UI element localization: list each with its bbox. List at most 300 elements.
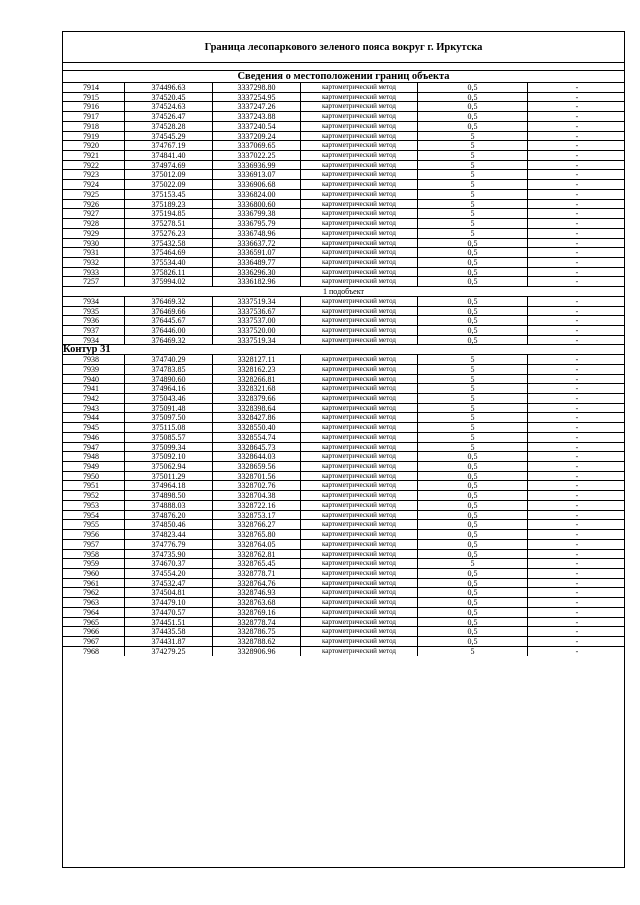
method-cell: картометрический метод xyxy=(301,190,418,199)
method-cell: картометрический метод xyxy=(301,365,418,374)
method-cell: картометрический метод xyxy=(301,297,418,306)
accuracy-cell: 0,5 xyxy=(418,307,528,316)
method-cell: картометрический метод xyxy=(301,394,418,403)
note-cell: - xyxy=(575,92,579,102)
accuracy-cell: 5 xyxy=(418,161,528,170)
blank-row xyxy=(63,63,624,71)
x-coordinate-cell: 374740.29 xyxy=(125,355,213,364)
accuracy-cell: 5 xyxy=(418,209,528,218)
accuracy-cell: 0,5 xyxy=(418,462,528,471)
accuracy-cell: 0,5 xyxy=(418,608,528,617)
accuracy-cell: 0,5 xyxy=(418,102,528,111)
y-coordinate-cell: 3336182.96 xyxy=(213,277,301,286)
method-cell: картометрический метод xyxy=(301,83,418,92)
x-coordinate-cell: 375012.09 xyxy=(125,170,213,179)
note-cell: - xyxy=(575,530,579,539)
note-cell: - xyxy=(575,442,579,452)
note-cell: - xyxy=(575,413,579,423)
x-coordinate-cell: 376469.32 xyxy=(125,297,213,306)
table-row xyxy=(63,83,624,93)
table-row xyxy=(63,443,624,453)
y-coordinate-cell: 3328769.16 xyxy=(213,608,301,617)
point-number-cell: 7914 xyxy=(63,83,125,92)
y-coordinate-cell: 3337298.80 xyxy=(213,83,301,92)
table-row xyxy=(63,209,624,219)
table-row xyxy=(63,579,624,589)
point-number-cell: 7924 xyxy=(63,180,125,189)
method-cell: картометрический метод xyxy=(301,618,418,627)
table-row xyxy=(63,365,624,375)
accuracy-cell: 5 xyxy=(418,170,528,179)
method-cell: картометрический метод xyxy=(301,132,418,141)
point-number-cell: 7950 xyxy=(63,472,125,481)
method-cell: картометрический метод xyxy=(301,540,418,549)
x-coordinate-cell: 375276.23 xyxy=(125,229,213,238)
y-coordinate-cell: 3328786.75 xyxy=(213,627,301,636)
x-coordinate-cell: 376469.66 xyxy=(125,307,213,316)
note-cell: - xyxy=(575,481,579,491)
point-number-cell: 7926 xyxy=(63,200,125,209)
point-number-cell: 7965 xyxy=(63,618,125,627)
note-cell: - xyxy=(575,219,579,228)
x-coordinate-cell: 375099.34 xyxy=(125,443,213,452)
x-coordinate-cell: 374888.03 xyxy=(125,501,213,510)
method-cell: картометрический метод xyxy=(301,443,418,452)
x-coordinate-cell: 374554.20 xyxy=(125,569,213,578)
note-cell: - xyxy=(575,384,579,393)
point-number-cell: 7954 xyxy=(63,511,125,520)
method-cell: картометрический метод xyxy=(301,355,418,364)
method-cell: картометрический метод xyxy=(301,229,418,238)
accuracy-cell: 5 xyxy=(418,200,528,209)
point-number-cell: 7936 xyxy=(63,316,125,325)
point-number-cell: 7968 xyxy=(63,647,125,657)
x-coordinate-cell: 374520.45 xyxy=(125,93,213,102)
x-coordinate-cell: 374776.79 xyxy=(125,540,213,549)
point-number-cell: 7937 xyxy=(63,326,125,335)
note-cell: - xyxy=(575,151,579,160)
note-cell: - xyxy=(575,121,579,131)
point-number-cell: 7939 xyxy=(63,365,125,374)
point-number-cell: 7957 xyxy=(63,540,125,549)
accuracy-cell: 0,5 xyxy=(418,258,528,267)
y-coordinate-cell: 3336795.79 xyxy=(213,219,301,228)
method-cell: картометрический метод xyxy=(301,413,418,422)
method-cell: картометрический метод xyxy=(301,462,418,471)
method-cell: картометрический метод xyxy=(301,170,418,179)
accuracy-cell: 5 xyxy=(418,559,528,568)
method-cell: картометрический метод xyxy=(301,161,418,170)
point-number-cell: 7945 xyxy=(63,423,125,432)
method-cell: картометрический метод xyxy=(301,316,418,325)
accuracy-cell: 5 xyxy=(418,413,528,422)
y-coordinate-cell: 3337240.54 xyxy=(213,122,301,131)
accuracy-cell: 0,5 xyxy=(418,122,528,131)
table-row xyxy=(63,93,624,103)
accuracy-cell: 5 xyxy=(418,151,528,160)
x-coordinate-cell: 375097.50 xyxy=(125,413,213,422)
x-coordinate-cell: 374532.47 xyxy=(125,579,213,588)
accuracy-cell: 0,5 xyxy=(418,452,528,461)
note-cell: - xyxy=(575,335,579,345)
accuracy-cell: 0,5 xyxy=(418,579,528,588)
accuracy-cell: 5 xyxy=(418,443,528,452)
table-row xyxy=(63,132,624,142)
table-row xyxy=(63,452,624,462)
method-cell: картометрический метод xyxy=(301,248,418,257)
subobject-label: 1 подобъект xyxy=(323,287,364,297)
y-coordinate-cell: 3328644.03 xyxy=(213,452,301,461)
point-number-cell: 7919 xyxy=(63,132,125,141)
point-number-cell: 7956 xyxy=(63,530,125,539)
method-cell: картометрический метод xyxy=(301,209,418,218)
x-coordinate-cell: 375194.85 xyxy=(125,209,213,218)
note-cell: - xyxy=(575,646,579,656)
table-row xyxy=(63,394,624,404)
table-row xyxy=(63,219,624,229)
point-number-cell: 7935 xyxy=(63,307,125,316)
x-coordinate-cell: 375432.58 xyxy=(125,239,213,248)
accuracy-cell: 5 xyxy=(418,141,528,150)
table-row xyxy=(63,647,624,657)
y-coordinate-cell: 3328266.81 xyxy=(213,375,301,384)
table-row xyxy=(63,472,624,482)
accuracy-cell: 5 xyxy=(418,180,528,189)
point-number-cell: 7967 xyxy=(63,637,125,646)
note-cell: - xyxy=(575,306,579,316)
table-row xyxy=(63,151,624,161)
table-row xyxy=(63,404,624,414)
y-coordinate-cell: 3328427.86 xyxy=(213,413,301,422)
table-row xyxy=(63,481,624,491)
y-coordinate-cell: 3337537.00 xyxy=(213,316,301,325)
y-coordinate-cell: 3328762.81 xyxy=(213,550,301,559)
point-number-cell: 7934 xyxy=(63,336,125,345)
y-coordinate-cell: 3328906.96 xyxy=(213,647,301,657)
accuracy-cell: 0,5 xyxy=(418,277,528,286)
table-row xyxy=(63,141,624,151)
point-number-cell: 7938 xyxy=(63,355,125,364)
method-cell: картометрический метод xyxy=(301,307,418,316)
table-row xyxy=(63,190,624,200)
accuracy-cell: 0,5 xyxy=(418,316,528,325)
accuracy-cell: 0,5 xyxy=(418,83,528,92)
method-cell: картометрический метод xyxy=(301,404,418,413)
y-coordinate-cell: 3336296.30 xyxy=(213,268,301,277)
point-number-cell: 7916 xyxy=(63,102,125,111)
y-coordinate-cell: 3337243.88 xyxy=(213,112,301,121)
x-coordinate-cell: 374524.63 xyxy=(125,102,213,111)
x-coordinate-cell: 374528.28 xyxy=(125,122,213,131)
table-row xyxy=(63,384,624,394)
table-row xyxy=(63,433,624,443)
y-coordinate-cell: 3328778.74 xyxy=(213,618,301,627)
note-cell: - xyxy=(575,102,579,112)
point-number-cell: 7923 xyxy=(63,170,125,179)
y-coordinate-cell: 3328765.45 xyxy=(213,559,301,568)
method-cell: картометрический метод xyxy=(301,491,418,500)
point-number-cell: 7962 xyxy=(63,588,125,597)
accuracy-cell: 0,5 xyxy=(418,637,528,646)
table-row xyxy=(63,637,624,647)
note-cell: - xyxy=(575,267,579,277)
method-cell: картометрический метод xyxy=(301,180,418,189)
table-row xyxy=(63,530,624,540)
table-row xyxy=(63,569,624,579)
point-number-cell: 7925 xyxy=(63,190,125,199)
x-coordinate-cell: 374496.63 xyxy=(125,83,213,92)
point-number-cell: 7955 xyxy=(63,520,125,529)
method-cell: картометрический метод xyxy=(301,336,418,345)
table-row xyxy=(63,491,624,501)
y-coordinate-cell: 3328127.11 xyxy=(213,355,301,364)
table-row xyxy=(63,170,624,180)
method-cell: картометрический метод xyxy=(301,530,418,539)
accuracy-cell: 0,5 xyxy=(418,268,528,277)
x-coordinate-cell: 374451.51 xyxy=(125,618,213,627)
table-row xyxy=(63,229,624,239)
y-coordinate-cell: 3336800.60 xyxy=(213,200,301,209)
y-coordinate-cell: 3328702.76 xyxy=(213,481,301,490)
method-cell: картометрический метод xyxy=(301,141,418,150)
x-coordinate-cell: 375189.23 xyxy=(125,200,213,209)
table-row xyxy=(63,268,624,278)
method-cell: картометрический метод xyxy=(301,326,418,335)
y-coordinate-cell: 3328645.73 xyxy=(213,443,301,452)
x-coordinate-cell: 374670.37 xyxy=(125,559,213,568)
y-coordinate-cell: 3336748.96 xyxy=(213,229,301,238)
y-coordinate-cell: 3336936.99 xyxy=(213,161,301,170)
y-coordinate-cell: 3336799.38 xyxy=(213,209,301,218)
x-coordinate-cell: 374735.90 xyxy=(125,550,213,559)
accuracy-cell: 5 xyxy=(418,229,528,238)
accuracy-cell: 0,5 xyxy=(418,627,528,636)
y-coordinate-cell: 3328550.40 xyxy=(213,423,301,432)
note-cell: - xyxy=(575,568,579,578)
table-row xyxy=(63,248,624,258)
y-coordinate-cell: 3336591.07 xyxy=(213,248,301,257)
note-cell: - xyxy=(575,636,579,646)
note-cell: - xyxy=(575,325,579,335)
x-coordinate-cell: 375464.69 xyxy=(125,248,213,257)
y-coordinate-cell: 3337520.00 xyxy=(213,326,301,335)
y-coordinate-cell: 3328764.76 xyxy=(213,579,301,588)
method-cell: картометрический метод xyxy=(301,472,418,481)
table-row xyxy=(63,326,624,336)
point-number-cell: 7927 xyxy=(63,209,125,218)
point-number-cell: 7949 xyxy=(63,462,125,471)
y-coordinate-cell: 3328398.64 xyxy=(213,404,301,413)
y-coordinate-cell: 3328379.66 xyxy=(213,394,301,403)
method-cell: картометрический метод xyxy=(301,481,418,490)
y-coordinate-cell: 3337519.34 xyxy=(213,297,301,306)
note-cell: - xyxy=(575,316,579,325)
x-coordinate-cell: 375994.02 xyxy=(125,277,213,286)
note-cell: - xyxy=(575,500,579,510)
accuracy-cell: 0,5 xyxy=(418,481,528,490)
table-row xyxy=(63,277,624,287)
method-cell: картометрический метод xyxy=(301,151,418,160)
x-coordinate-cell: 375085.57 xyxy=(125,433,213,442)
table-row xyxy=(63,608,624,618)
method-cell: картометрический метод xyxy=(301,122,418,131)
method-cell: картометрический метод xyxy=(301,433,418,442)
note-cell: - xyxy=(575,462,579,471)
table-row xyxy=(63,180,624,190)
point-number-cell: 7942 xyxy=(63,394,125,403)
x-coordinate-cell: 375011.29 xyxy=(125,472,213,481)
x-coordinate-cell: 374841.40 xyxy=(125,151,213,160)
point-number-cell: 7917 xyxy=(63,112,125,121)
point-number-cell: 7948 xyxy=(63,452,125,461)
y-coordinate-cell: 3328704.38 xyxy=(213,491,301,500)
y-coordinate-cell: 3337069.65 xyxy=(213,141,301,150)
x-coordinate-cell: 374974.69 xyxy=(125,161,213,170)
method-cell: картометрический метод xyxy=(301,559,418,568)
y-coordinate-cell: 3336489.77 xyxy=(213,258,301,267)
table-row xyxy=(63,336,624,346)
note-cell: - xyxy=(575,617,579,627)
table-row xyxy=(63,588,624,598)
method-cell: картометрический метод xyxy=(301,268,418,277)
y-coordinate-cell: 3337247.26 xyxy=(213,102,301,111)
note-cell: - xyxy=(575,83,579,92)
contour-label: Контур 31 xyxy=(63,344,111,356)
method-cell: картометрический метод xyxy=(301,423,418,432)
accuracy-cell: 5 xyxy=(418,132,528,141)
note-cell: - xyxy=(575,510,579,520)
y-coordinate-cell: 3337022.25 xyxy=(213,151,301,160)
point-number-cell: 7961 xyxy=(63,579,125,588)
accuracy-cell: 5 xyxy=(418,433,528,442)
accuracy-cell: 0,5 xyxy=(418,588,528,597)
note-cell: - xyxy=(575,607,579,617)
table-row xyxy=(63,413,624,423)
point-number-cell: 7943 xyxy=(63,404,125,413)
accuracy-cell: 5 xyxy=(418,404,528,413)
note-cell: - xyxy=(575,559,579,568)
x-coordinate-cell: 375062.94 xyxy=(125,462,213,471)
accuracy-cell: 0,5 xyxy=(418,112,528,121)
accuracy-cell: 0,5 xyxy=(418,472,528,481)
table-row xyxy=(63,239,624,249)
accuracy-cell: 0,5 xyxy=(418,530,528,539)
x-coordinate-cell: 376469.32 xyxy=(125,336,213,345)
table-row xyxy=(63,559,624,569)
x-coordinate-cell: 375153.45 xyxy=(125,190,213,199)
accuracy-cell: 0,5 xyxy=(418,326,528,335)
x-coordinate-cell: 374470.57 xyxy=(125,608,213,617)
method-cell: картометрический метод xyxy=(301,550,418,559)
accuracy-cell: 0,5 xyxy=(418,550,528,559)
accuracy-cell: 0,5 xyxy=(418,93,528,102)
note-cell: - xyxy=(575,170,579,180)
accuracy-cell: 0,5 xyxy=(418,248,528,257)
method-cell: картометрический метод xyxy=(301,588,418,597)
note-cell: - xyxy=(575,199,579,209)
y-coordinate-cell: 3328764.05 xyxy=(213,540,301,549)
table-row xyxy=(63,618,624,628)
method-cell: картометрический метод xyxy=(301,520,418,529)
y-coordinate-cell: 3328778.71 xyxy=(213,569,301,578)
table-row xyxy=(63,112,624,122)
note-cell: - xyxy=(575,228,579,238)
point-number-cell: 7944 xyxy=(63,413,125,422)
point-number-cell: 7953 xyxy=(63,501,125,510)
point-number-cell: 7918 xyxy=(63,122,125,131)
table-row xyxy=(63,258,624,268)
accuracy-cell: 0,5 xyxy=(418,501,528,510)
document-title: Граница лесопаркового зеленого пояса вокруг г. Иркутска xyxy=(63,32,624,63)
x-coordinate-cell: 375826.11 xyxy=(125,268,213,277)
table-row xyxy=(63,200,624,210)
x-coordinate-cell: 375043.46 xyxy=(125,394,213,403)
y-coordinate-cell: 3328701.56 xyxy=(213,472,301,481)
note-cell: - xyxy=(575,491,579,500)
note-cell: - xyxy=(575,549,579,559)
note-cell: - xyxy=(575,160,579,170)
note-cell: - xyxy=(575,598,579,607)
note-cell: - xyxy=(575,209,579,219)
method-cell: картометрический метод xyxy=(301,93,418,102)
method-cell: картометрический метод xyxy=(301,608,418,617)
accuracy-cell: 5 xyxy=(418,355,528,364)
x-coordinate-cell: 375534.40 xyxy=(125,258,213,267)
x-coordinate-cell: 374964.16 xyxy=(125,384,213,393)
subobject-heading xyxy=(63,287,624,297)
x-coordinate-cell: 375091.48 xyxy=(125,404,213,413)
note-cell: - xyxy=(575,588,579,598)
method-cell: картометрический метод xyxy=(301,375,418,384)
x-coordinate-cell: 374898.50 xyxy=(125,491,213,500)
accuracy-cell: 0,5 xyxy=(418,540,528,549)
point-number-cell: 7964 xyxy=(63,608,125,617)
x-coordinate-cell: 374850.46 xyxy=(125,520,213,529)
x-coordinate-cell: 374876.20 xyxy=(125,511,213,520)
note-cell: - xyxy=(575,189,579,199)
note-cell: - xyxy=(575,423,579,432)
method-cell: картометрический метод xyxy=(301,569,418,578)
y-coordinate-cell: 3337209.24 xyxy=(213,132,301,141)
table-row xyxy=(63,423,624,433)
table-row xyxy=(63,355,624,365)
table-row xyxy=(63,102,624,112)
x-coordinate-cell: 375092.10 xyxy=(125,452,213,461)
table-row xyxy=(63,550,624,560)
x-coordinate-cell: 374479.10 xyxy=(125,598,213,607)
method-cell: картометрический метод xyxy=(301,627,418,636)
note-cell: - xyxy=(575,432,579,442)
point-number-cell: 7922 xyxy=(63,161,125,170)
method-cell: картометрический метод xyxy=(301,647,418,657)
y-coordinate-cell: 3337519.34 xyxy=(213,336,301,345)
note-cell: - xyxy=(575,452,579,462)
point-number-cell: 7928 xyxy=(63,219,125,228)
y-coordinate-cell: 3336913.07 xyxy=(213,170,301,179)
table-row xyxy=(63,598,624,608)
table-row xyxy=(63,462,624,472)
accuracy-cell: 0,5 xyxy=(418,569,528,578)
method-cell: картометрический метод xyxy=(301,277,418,286)
method-cell: картометрический метод xyxy=(301,112,418,121)
point-number-cell: 7932 xyxy=(63,258,125,267)
point-number-cell: 7921 xyxy=(63,151,125,160)
y-coordinate-cell: 3328659.56 xyxy=(213,462,301,471)
point-number-cell: 7951 xyxy=(63,481,125,490)
note-cell: - xyxy=(575,238,579,248)
table-row xyxy=(63,161,624,171)
method-cell: картометрический метод xyxy=(301,637,418,646)
